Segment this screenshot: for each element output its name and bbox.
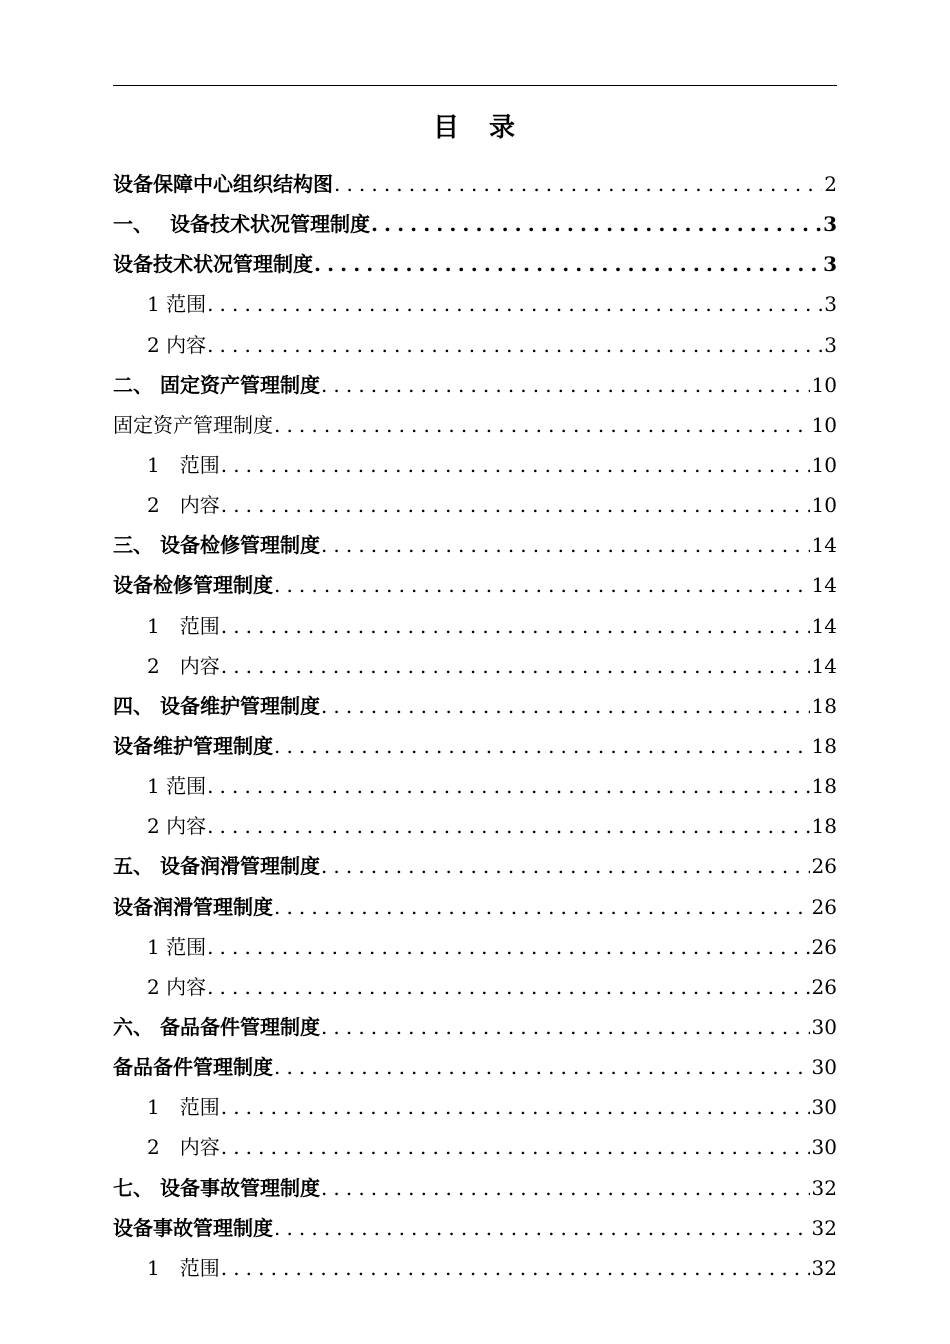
toc-page-number: 18 [811, 774, 837, 799]
toc-entry-title: 2 内容 [147, 814, 207, 839]
toc-leader-dots [207, 766, 809, 806]
toc-leader-dots [221, 646, 810, 686]
toc-page-number: 30 [811, 1095, 837, 1120]
toc-page-number: 32 [811, 1175, 837, 1200]
toc-entry[interactable] [113, 1168, 837, 1208]
toc-leader-dots [274, 887, 810, 927]
toc-leader-dots [274, 1208, 810, 1248]
toc-leader-dots [321, 365, 810, 405]
toc-page-number: 26 [811, 974, 837, 999]
toc-entry[interactable] [113, 284, 837, 324]
toc-entry-title: 1 范围 [147, 613, 220, 638]
toc-page-number: 32 [811, 1215, 837, 1240]
toc-page-number: 14 [811, 653, 837, 678]
toc-entry-title: 1 范围 [147, 292, 207, 317]
toc-entry-title: 设备技术状况管理制度 [113, 252, 313, 277]
toc-entry[interactable] [113, 686, 837, 726]
toc-page-number: 26 [811, 854, 837, 879]
toc-entry[interactable] [113, 525, 837, 565]
toc-entry[interactable] [113, 1087, 837, 1127]
toc-entry-title: 1 范围 [147, 1095, 220, 1120]
toc-entry-title: 设备润滑管理制度 [113, 894, 273, 919]
toc-entry[interactable] [113, 1248, 837, 1288]
toc-leader-dots [207, 927, 809, 967]
toc-leader-dots [321, 525, 810, 565]
toc-entry-title: 五、 设备润滑管理制度 [113, 854, 320, 879]
toc-leader-dots [221, 606, 810, 646]
toc-entry-title: 2 内容 [147, 653, 220, 678]
toc-entry[interactable] [113, 365, 837, 405]
toc-leader-dots [334, 164, 822, 204]
toc-leader-dots [207, 806, 809, 846]
toc-entry[interactable] [113, 646, 837, 686]
toc-entry[interactable] [113, 967, 837, 1007]
toc-list [113, 164, 837, 1288]
toc-page-number: 18 [811, 733, 837, 758]
toc-entry[interactable] [113, 1127, 837, 1167]
toc-leader-dots [221, 445, 810, 485]
toc-entry[interactable] [113, 1208, 837, 1248]
toc-leader-dots [207, 325, 822, 365]
toc-leader-dots [207, 967, 809, 1007]
toc-leader-dots [221, 485, 810, 525]
toc-entry-title: 七、 设备事故管理制度 [113, 1175, 320, 1200]
toc-entry[interactable] [113, 565, 837, 605]
toc-entry[interactable] [113, 244, 837, 284]
toc-entry[interactable] [113, 606, 837, 646]
toc-leader-dots [371, 204, 821, 244]
toc-entry-title: 二、 固定资产管理制度 [113, 372, 320, 397]
toc-entry[interactable] [113, 1047, 837, 1087]
toc-page-number: 3 [823, 252, 837, 277]
toc-page-number: 10 [811, 372, 837, 397]
toc-page-number: 10 [811, 493, 837, 518]
toc-page-number: 14 [811, 613, 837, 638]
toc-leader-dots [274, 405, 810, 445]
toc-entry-title: 固定资产管理制度 [113, 412, 273, 437]
toc-entry-title: 2 内容 [147, 974, 207, 999]
toc-leader-dots [321, 1168, 810, 1208]
toc-page-number: 30 [811, 1014, 837, 1039]
toc-page-number: 10 [811, 452, 837, 477]
toc-entry[interactable] [113, 405, 837, 445]
toc-entry[interactable] [113, 927, 837, 967]
toc-entry-title: 备品备件管理制度 [113, 1055, 273, 1080]
toc-entry-title: 1 范围 [147, 1255, 220, 1280]
toc-entry[interactable] [113, 445, 837, 485]
toc-entry[interactable] [113, 325, 837, 365]
toc-entry[interactable] [113, 204, 837, 244]
toc-page-number: 18 [811, 693, 837, 718]
toc-entry-title: 1 范围 [147, 452, 220, 477]
toc-entry[interactable] [113, 887, 837, 927]
toc-leader-dots [321, 846, 810, 886]
toc-entry[interactable] [113, 726, 837, 766]
toc-page-number: 3 [824, 292, 837, 317]
toc-entry-title: 设备事故管理制度 [113, 1215, 273, 1240]
toc-entry-title: 四、 设备维护管理制度 [113, 693, 320, 718]
toc-entry[interactable] [113, 806, 837, 846]
toc-leader-dots [274, 565, 810, 605]
toc-leader-dots [221, 1087, 810, 1127]
toc-page-number: 26 [811, 894, 837, 919]
header-rule [113, 85, 837, 86]
toc-entry-title: 设备检修管理制度 [113, 573, 273, 598]
toc-entry-title: 设备维护管理制度 [113, 733, 273, 758]
toc-entry[interactable] [113, 1007, 837, 1047]
toc-title: 目 录 [432, 113, 517, 143]
toc-entry-title: 2 内容 [147, 332, 207, 357]
toc-entry-title: 六、 备品备件管理制度 [113, 1014, 320, 1039]
toc-entry[interactable] [113, 846, 837, 886]
toc-leader-dots [321, 1007, 810, 1047]
toc-entry[interactable] [113, 164, 837, 204]
toc-leader-dots [221, 1248, 810, 1288]
toc-entry-title: 设备保障中心组织结构图 [113, 172, 333, 196]
toc-page-number: 3 [824, 332, 837, 357]
toc-page-number: 2 [824, 172, 837, 196]
toc-page-number: 18 [811, 814, 837, 839]
toc-leader-dots [274, 726, 810, 766]
toc-page-number: 30 [811, 1055, 837, 1080]
toc-page-number: 14 [811, 533, 837, 558]
toc-leader-dots [321, 686, 810, 726]
toc-entry-title: 2 内容 [147, 1135, 220, 1160]
toc-entry-title: 1 范围 [147, 934, 207, 959]
toc-page-number: 14 [811, 573, 837, 598]
toc-entry-title: 一、 设备技术状况管理制度 [113, 212, 370, 237]
toc-leader-dots [314, 244, 821, 284]
toc-entry[interactable] [113, 766, 837, 806]
toc-entry-title: 2 内容 [147, 493, 220, 518]
toc-entry-title: 三、 设备检修管理制度 [113, 533, 320, 558]
toc-page-number: 30 [811, 1135, 837, 1160]
toc-page-number: 26 [811, 934, 837, 959]
toc-leader-dots [274, 1047, 810, 1087]
toc-page-number: 32 [811, 1255, 837, 1280]
toc-entry-title: 1 范围 [147, 774, 207, 799]
toc-entry[interactable] [113, 485, 837, 525]
toc-leader-dots [207, 284, 822, 324]
toc-page-number: 3 [823, 212, 837, 237]
toc-page-number: 10 [811, 412, 837, 437]
toc-leader-dots [221, 1127, 810, 1167]
